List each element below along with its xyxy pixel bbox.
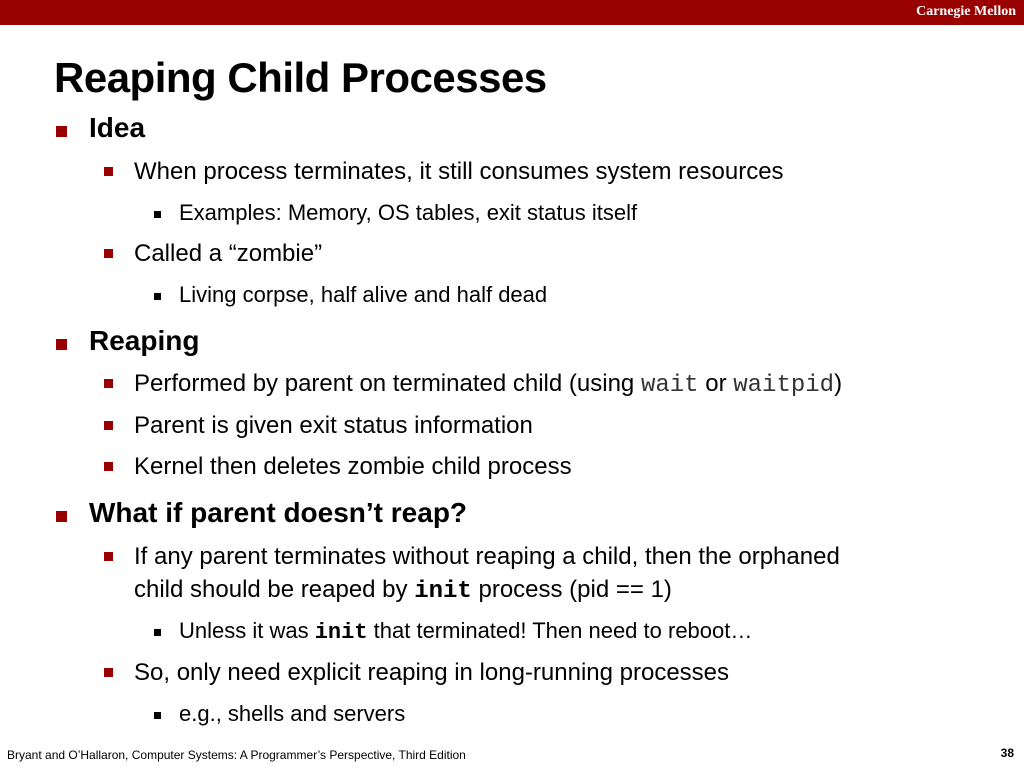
bullet-text: Kernel then deletes zombie child process (134, 453, 572, 480)
text-segment: child should be reaped by (134, 576, 415, 603)
level2-bullet-icon (104, 379, 113, 388)
sub-bullet-text: e.g., shells and servers (179, 701, 406, 726)
level3-bullet-icon (154, 293, 161, 300)
level3-bullet-icon (154, 712, 161, 719)
text-segment: Performed by parent on terminated child (using (134, 370, 641, 397)
footer-citation: Bryant and O’Hallaron, Computer Systems: A Programmer’s Perspective, Third Edition (7, 748, 466, 762)
level3-bullet-icon (154, 211, 161, 218)
sub-bullet-text: Living corpse, half alive and half dead (179, 282, 548, 307)
sub-bullet-text: Examples: Memory, OS tables, exit status itself (179, 200, 638, 225)
text-segment: ) (834, 370, 843, 397)
section-heading: Reaping (89, 325, 200, 356)
level2-bullet-icon (104, 421, 113, 430)
page-number: 38 (1000, 746, 1014, 760)
text-segment: Unless it was (179, 618, 315, 643)
code-init: init (414, 578, 472, 605)
brand-label: Carnegie Mellon (916, 4, 1016, 19)
bullet-text-continued (134, 576, 672, 605)
level1-bullet-icon (56, 126, 67, 137)
text-segment: process (pid == 1) (471, 576, 672, 603)
slide-title: Reaping Child Processes (54, 54, 547, 101)
level2-bullet-icon (104, 249, 113, 258)
section-heading: Idea (89, 112, 146, 143)
bullet-text: If any parent terminates without reaping a child, then the orphaned (134, 543, 840, 570)
bullet-text: When process terminates, it still consumes system resources (134, 158, 784, 185)
sub-bullet-text (179, 618, 752, 645)
level2-bullet-icon (104, 552, 113, 561)
bullet-text: So, only need explicit reaping in long-running processes (134, 659, 730, 686)
code-wait: wait (640, 372, 699, 399)
level2-bullet-icon (104, 462, 113, 471)
code-init: init (314, 620, 368, 645)
header-bar (0, 0, 1024, 25)
level1-bullet-icon (56, 339, 67, 350)
level2-bullet-icon (104, 167, 113, 176)
code-waitpid: waitpid (733, 372, 835, 399)
text-segment: or (698, 370, 734, 397)
bullet-text: Parent is given exit status information (134, 412, 533, 439)
bullet-text (134, 370, 842, 399)
level1-bullet-icon (56, 511, 67, 522)
level3-bullet-icon (154, 629, 161, 636)
text-segment: that terminated! Then need to reboot… (367, 618, 753, 643)
level2-bullet-icon (104, 668, 113, 677)
section-heading: What if parent doesn’t reap? (89, 497, 468, 528)
bullet-text: Called a “zombie” (134, 240, 323, 267)
